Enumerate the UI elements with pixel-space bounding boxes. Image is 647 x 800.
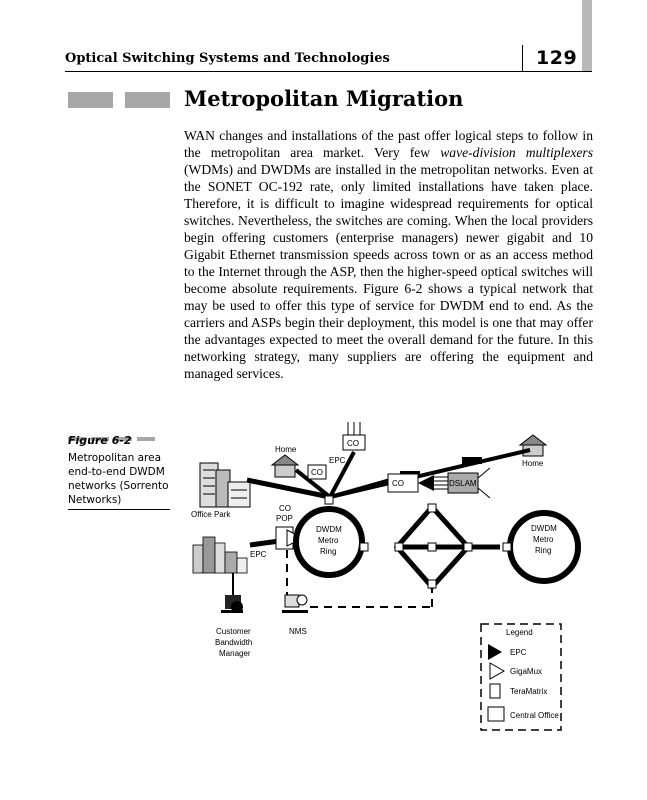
legend-epc-icon — [488, 644, 502, 660]
home-left-label: Home — [275, 445, 297, 454]
running-head: Optical Switching Systems and Technologies — [65, 51, 390, 66]
legend-epc-label: EPC — [510, 648, 527, 657]
fiber-block — [462, 457, 482, 464]
office-park-label: Office Park — [191, 510, 231, 519]
dslam-lines — [434, 477, 448, 489]
co-mid-label: CO — [392, 479, 404, 488]
customer-label-1: Customer — [216, 627, 251, 636]
customer-workstation-icon — [221, 595, 243, 613]
co-small-label: CO — [311, 468, 323, 477]
home-right-label: Home — [522, 459, 544, 468]
body-text-italic: wave-division multiplexers — [440, 145, 593, 160]
legend-teramatrix-label: TeraMatrix — [510, 687, 548, 696]
body-text-rest: (WDMs) and DWDMs are installed in the metropolitan networks. Even at the SONET OC-192 rate, only limited installations have taken place. Therefore, it is difficult to imagine widespread requirements for optical switches. Nevertheless, the switches are coming. When the local providers begin offering customers (enterprise managers) newer gigabit and 10 Gigabit Ethernet transmission speeds across town or as an access method to the Internet through the ASP, then the higher-speed optical switches will become absolute requirements. Figure 6-2 shows a typical network that may be used to offer this type of service for DWDM end to end. As the carriers and ASPs begin their deployment, this model is one that may offer the advantages expected to meet the overall demand for the future. In this networking strategy, many suppliers are offering the equipment and managed services. — [184, 162, 593, 381]
page-number: 129 — [536, 47, 578, 69]
ring-right-label-1: DWDM — [531, 524, 557, 533]
legend-teramatrix-icon — [490, 684, 500, 698]
nms-workstation-icon — [282, 595, 308, 613]
nms-label: NMS — [289, 627, 307, 636]
legend-gigamux-icon — [490, 663, 504, 679]
ring-left-label-2: Metro — [318, 536, 339, 545]
epc-left-label: EPC — [250, 550, 267, 559]
ring-right-label-3: Ring — [535, 546, 552, 555]
customer-label-2: Bandwidth — [215, 638, 253, 647]
section-title: Metropolitan Migration — [184, 86, 464, 111]
city-buildings-icon — [193, 537, 247, 573]
customer-label-3: Manager — [219, 649, 251, 658]
figure-caption: Metropolitan area end-to-end DWDM networks (Sorrento Networks) — [68, 452, 169, 506]
co-pop-label-2: POP — [276, 514, 293, 523]
figure-label: Figure 6-2 — [68, 434, 132, 447]
legend-co-label: Central Office — [510, 711, 559, 720]
epc-top-label: EPC — [329, 456, 346, 465]
legend-title: Legend — [506, 628, 533, 637]
co-top-label: CO — [347, 439, 359, 448]
legend-gigamux-label: GigaMux — [510, 667, 543, 676]
office-park-icon — [200, 463, 250, 507]
co-pop-label-1: CO — [279, 504, 291, 513]
body-text-start: WAN changes and installations of the past offer logical steps to follow in the metropolitan area market. Very few — [184, 128, 593, 160]
dslam-label: DSLAM — [449, 479, 477, 488]
ring-left-label-1: DWDM — [316, 525, 342, 534]
home-left-icon — [272, 455, 298, 477]
legend-co-icon — [488, 707, 504, 721]
ring-left-label-3: Ring — [320, 547, 337, 556]
ring-right-label-2: Metro — [533, 535, 554, 544]
